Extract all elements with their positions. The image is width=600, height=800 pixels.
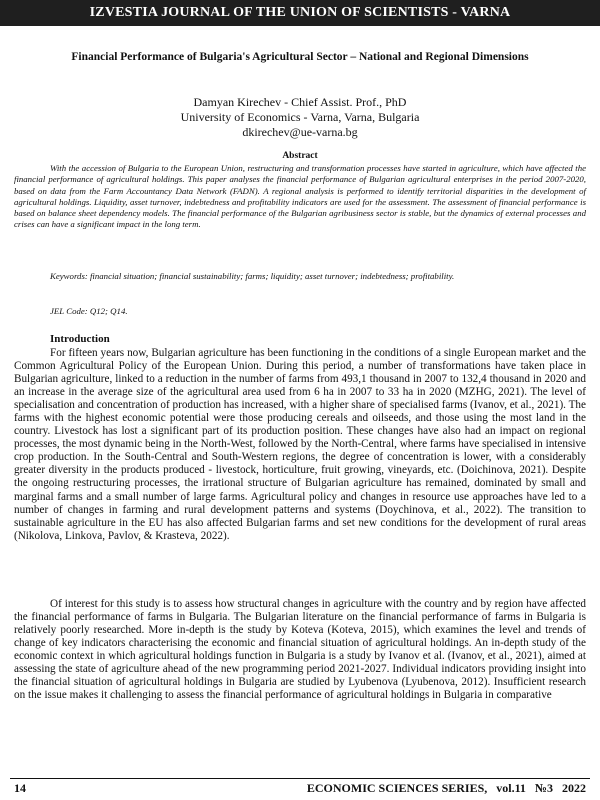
abstract-heading: Abstract	[282, 151, 318, 161]
page-number: 14	[14, 781, 26, 795]
paragraph: Of interest for this study is to assess how structural changes in agriculture with the country and by region have affected the financial performance of farms in Bulgaria. The Bulgarian literature on the financial performance of farms in Bulgaria is relatively poorly researched. More in-depth is the study by Koteva (Koteva, 2015), which examines the level and trends of change of key indicators characterising the economic and financial situation of agricultural holdings. An in-depth study of the economic context in which agricultural holdings function in Bulgaria is a study by Ivanov et al. (Ivanov, et al., 2021), aimed at assessing the state of agriculture ahead of the new programming period 2021-2027. Individual indicators providing insight into the financial situation of agricultural holdings in Bulgaria are studied by Lyubenova (Lyubenova, 2012). Insufficient research on the issue makes it challenging to assess the financial performance of agricultural holdings in Bulgaria in comparative	[14, 598, 586, 702]
keywords: Keywords: financial situation; financial sustainability; farms; liquidity; asset turnover; indebtedness; profitability.	[50, 271, 455, 281]
abstract-text: With the accession of Bulgaria to the European Union, restructuring and transformation processes have started in agriculture, which have affected the financial performance of agricultural holdings. This paper analyses the financial performance of Bulgarian agricultural enterprises in the period 2007-2020, based on data from the Farm Accountancy Data Network (FADN). A regional analysis is performed to identify territorial disparities in the development of agricultural holdings. Liquidity, asset turnover, indebtedness and profitability indicators are used for the assessment. The assessment of financial performance is based on balance sheet dependency models. The financial performance of the Bulgarian agribusiness sector is stable, but the dynamics of external processes and crises can have a significant impact in the long term.	[14, 163, 586, 230]
author-block	[30, 95, 570, 140]
footer-divider	[10, 778, 590, 779]
series-label: ECONOMIC SCIENCES SERIES, vol.11 №3 2022	[306, 781, 586, 795]
paragraph: For fifteen years now, Bulgarian agriculture has been functioning in the conditions of a single European market and the Common Agricultural Policy of the European Union. During this period, a number of transformations have taken place in Bulgarian agriculture, linked to a reduction in the number of farms from 493,1 thousand in 2007 to 132,4 thousand in 2020 and an increase in the average size of the agricultural area used from 6 ha in 2007 to 33 ha in 2020 (MZHG, 2021). The level of specialisation and concentration of production has increased, with a higher share of specialised farms (Ivanov, et al., 2021). The farms with the highest economic potential were those producing cereals and oilseeds, and those using the most land in the country. Livestock has lost a significant part of its production position. These changes have also had an impact on regional processes, the most dynamic being in the North-West, followed by the North-Central, where farms have specialised in intensive crop production. In the South-Central and South-Western regions, the degree of concentration is lower, with a considerably greater diversity in the products produced - livestock, horticulture, fruit growing, vineyards, etc. (Doichinova, 2021). Despite the ongoing restructuring processes, the irrational structure of Bulgarian agriculture has remained, dominated by small and marginal farms and a small number of large farms. Agricultural policy and changes in resource use approaches have led to a number of changes in farming and rural development patterns and systems (Doychinova, et al., 2022). The transition to sustainable agriculture in the EU has also affected Bulgarian farms and set new conditions for the development of rural areas (Nikolova, Linkova, Pavlov, & Krasteva, 2022).	[14, 347, 586, 542]
paper-title: Financial Performance of Bulgaria's Agricultural Sector – National and Regional Dimensions	[71, 51, 529, 63]
journal-header	[0, 0, 600, 26]
author-name: Damyan Kirechev - Chief Assist. Prof., PhD	[193, 95, 407, 109]
section-heading-introduction: Introduction	[50, 333, 110, 345]
footer-series	[307, 781, 586, 796]
author-email[interactable]: dkirechev@ue-varna.bg	[242, 125, 358, 139]
journal-name: IZVESTIA JOURNAL OF THE UNION OF SCIENTISTS - VARNA	[89, 5, 511, 20]
jel-code: JEL Code: Q12; Q14.	[50, 306, 128, 316]
author-affiliation: University of Economics - Varna, Varna, Bulgaria	[180, 110, 420, 124]
